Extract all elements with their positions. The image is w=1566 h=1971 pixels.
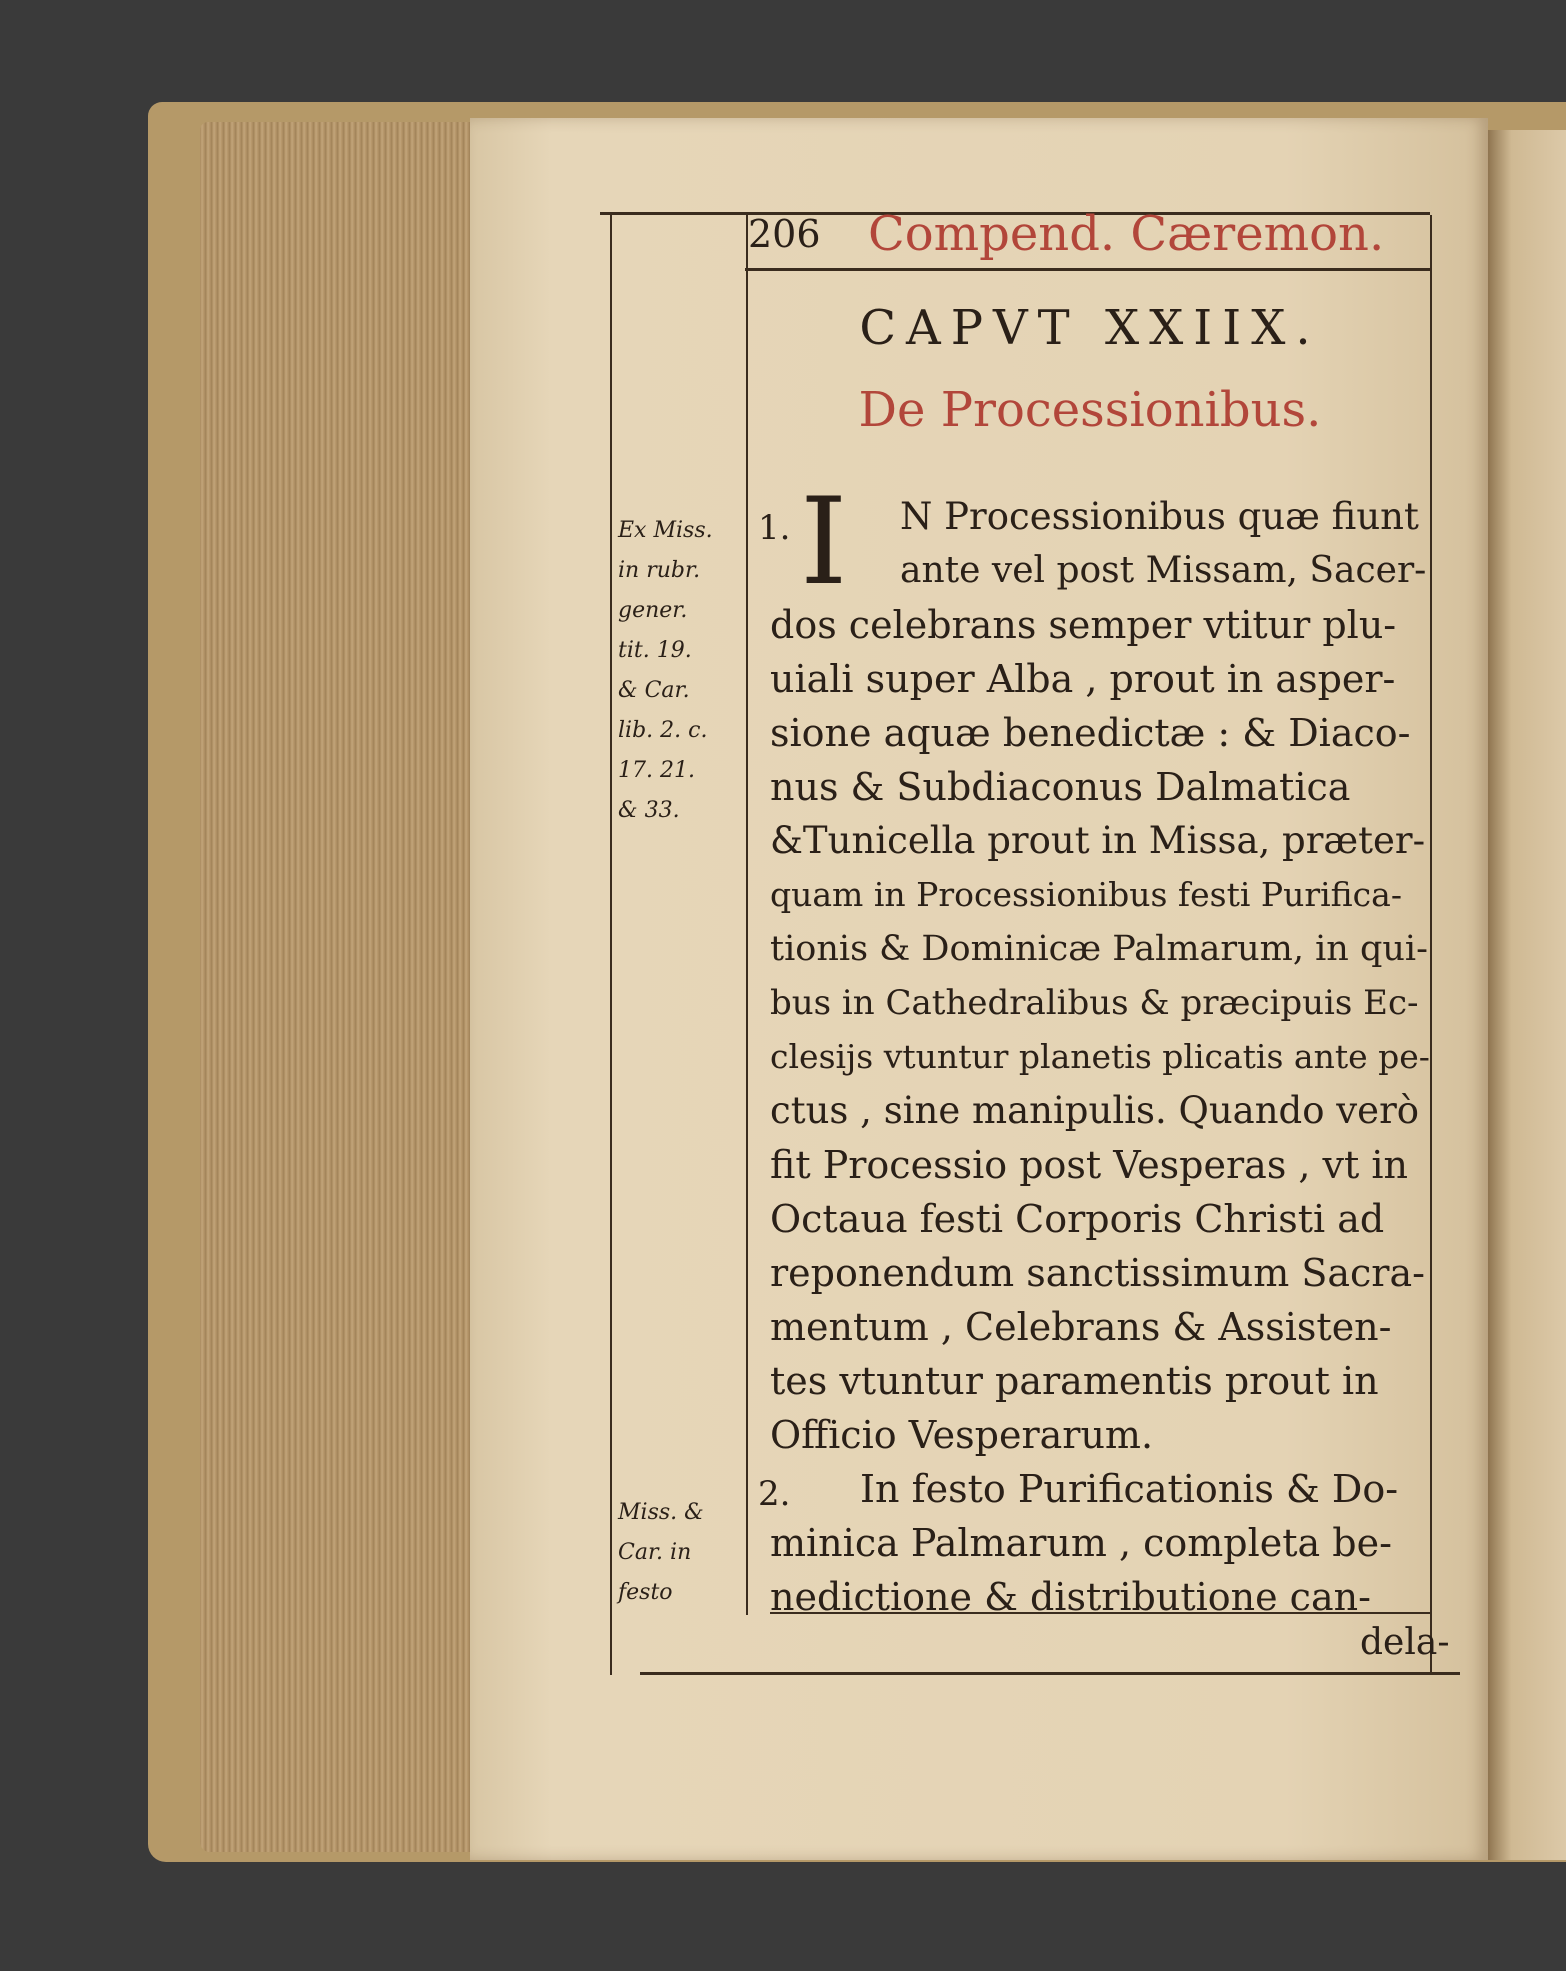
text-line: tionis & Dominicæ Palmarum, in qui-	[770, 929, 1428, 969]
text-line: dos celebrans semper vtitur plu-	[770, 603, 1397, 647]
text-line: tes vtuntur paramentis prout in	[770, 1359, 1379, 1403]
margin-note-line: festo	[618, 1580, 673, 1605]
margin-note-line: & Car.	[618, 678, 690, 703]
page-block-edge	[200, 122, 480, 1852]
facing-page-edge	[1488, 130, 1566, 1860]
section-title: De Processionibus.	[858, 382, 1322, 438]
margin-note-line: Car. in	[618, 1540, 692, 1565]
text-line: ante vel post Missam, Sacer-	[900, 550, 1427, 591]
paragraph-number: 1.	[758, 508, 791, 548]
text-line: bus in Cathedralibus & præcipuis Ec-	[770, 983, 1419, 1023]
margin-note-line: Ex Miss.	[618, 518, 713, 543]
text-line: quam in Processionibus festi Purifica-	[770, 875, 1402, 914]
margin-note-line: 17. 21.	[618, 758, 695, 783]
margin-note-line: gener.	[618, 598, 688, 623]
right-frame-rule	[1430, 215, 1432, 1675]
bottom-frame-rule	[640, 1672, 1460, 1675]
running-title: Compend. Cæremon.	[868, 206, 1385, 262]
text-line: ctus , sine manipulis. Quando verò	[770, 1089, 1420, 1132]
paragraph-number: 2.	[758, 1474, 791, 1514]
margin-note-line: lib. 2. c.	[618, 718, 708, 743]
margin-note-line: Miss. &	[618, 1500, 704, 1525]
text-line: N Processionibus quæ fiunt	[900, 495, 1419, 538]
text-line: minica Palmarum , completa be-	[770, 1521, 1392, 1565]
text-line: clesijs vtuntur planetis plicatis ante pe-	[770, 1037, 1430, 1076]
margin-note-line: tit. 19.	[618, 638, 692, 663]
text-line: nedictione & distributione can-	[770, 1575, 1371, 1619]
column-divider-rule	[746, 215, 748, 1615]
page-number: 206	[748, 212, 821, 256]
text-line: nus & Subdiaconus Dalmatica	[770, 765, 1351, 809]
text-line: Octaua festi Corporis Christi ad	[770, 1197, 1385, 1241]
text-line: fit Processio post Vesperas , vt in	[770, 1143, 1409, 1187]
outer-left-rule	[610, 215, 612, 1675]
text-line: &Tunicella prout in Missa, præter-	[770, 819, 1426, 862]
drop-cap: I	[800, 473, 848, 612]
chapter-heading: CAPVT XXIIX.	[859, 300, 1321, 356]
text-line: Officio Vesperarum.	[770, 1413, 1154, 1457]
text-line: sione aquæ benedictæ : & Diaco-	[770, 711, 1411, 755]
margin-note-line: in rubr.	[618, 558, 701, 583]
text-line: mentum , Celebrans & Assisten-	[770, 1305, 1392, 1349]
running-head	[748, 206, 1428, 282]
text-line: In festo Purificationis & Do-	[860, 1467, 1399, 1511]
text-line: reponendum sanctissimum Sacra-	[770, 1251, 1425, 1295]
margin-note-line: & 33.	[618, 798, 680, 823]
catchword: dela-	[1360, 1622, 1450, 1663]
text-line: uiali super Alba , prout in asper-	[770, 657, 1396, 701]
